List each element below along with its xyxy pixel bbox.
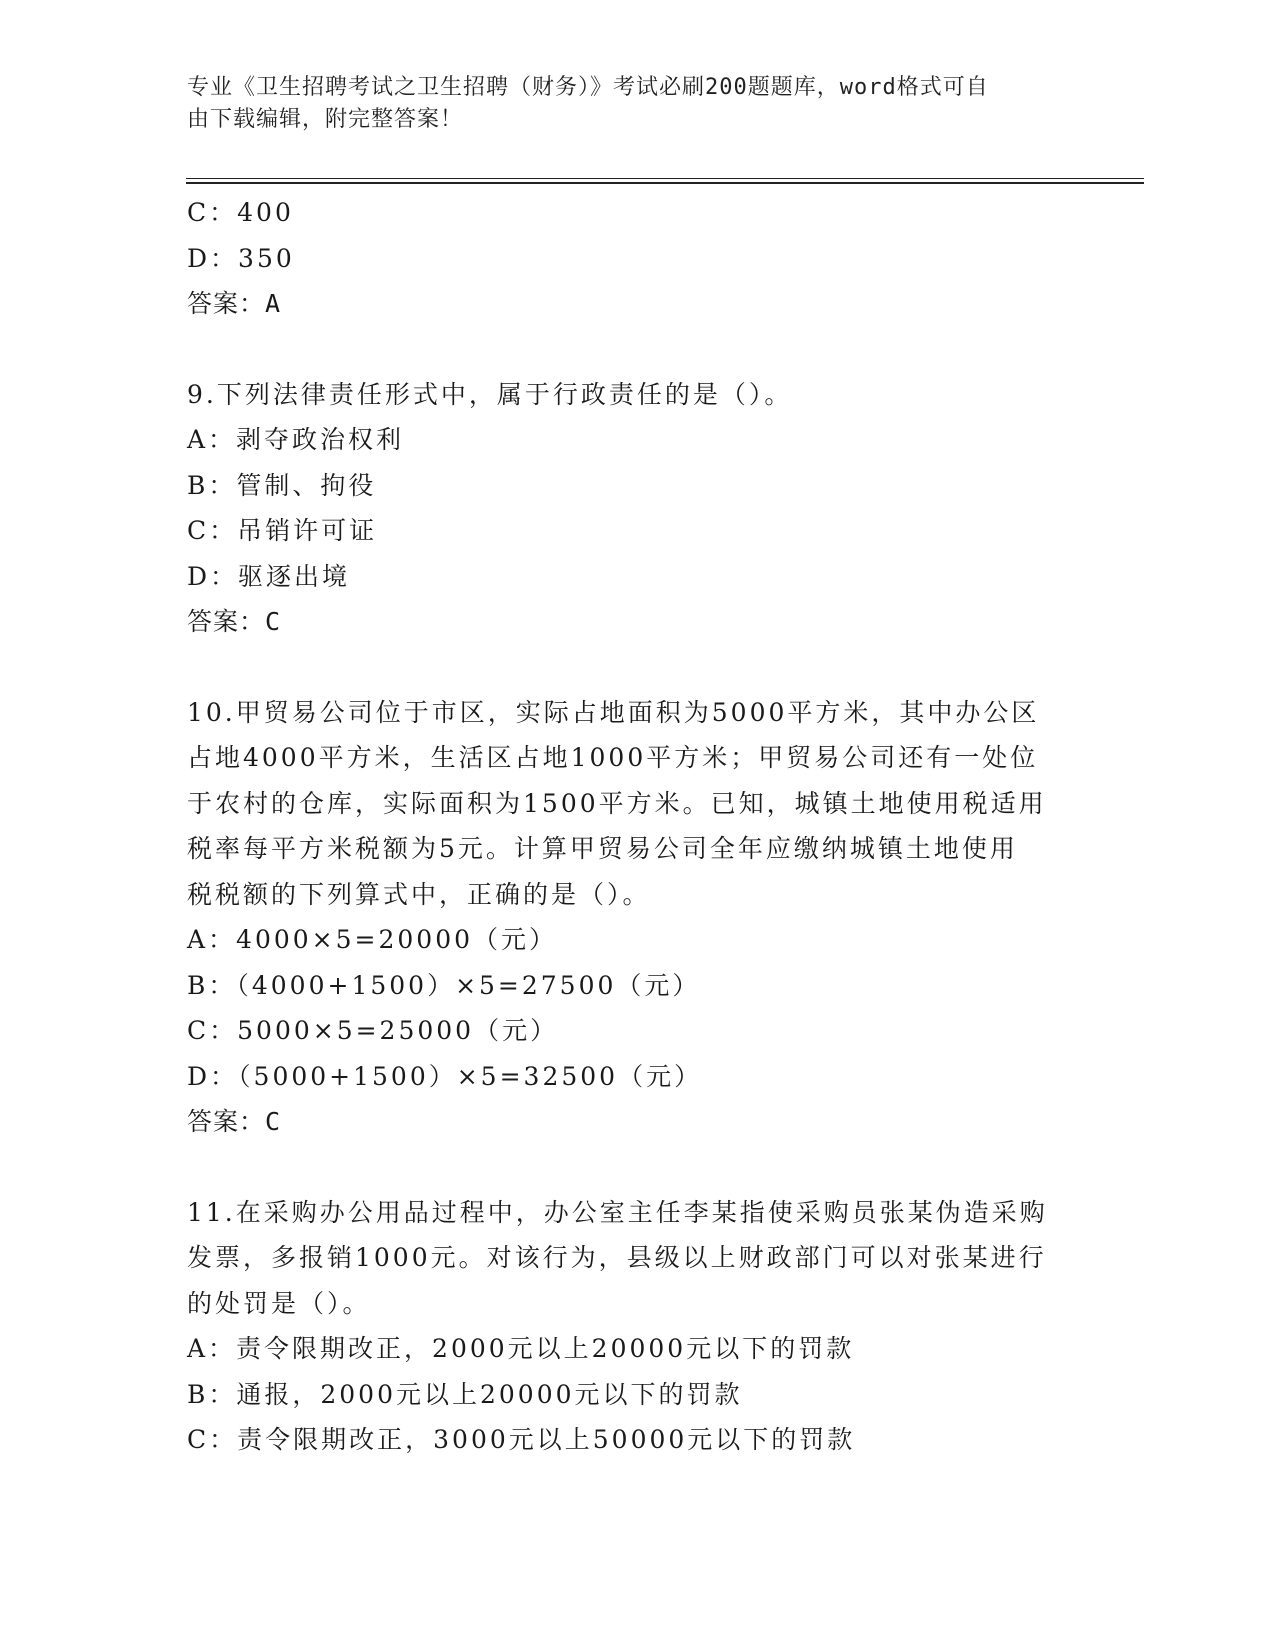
question-9 — [187, 372, 1087, 645]
question-text-line: 税率每平方米税额为5元。计算甲贸易公司全年应缴纳城镇土地使用 — [187, 834, 1018, 863]
header-divider-thick — [186, 182, 1144, 184]
answer-line: 答案：A — [187, 289, 282, 318]
document-header — [187, 72, 1067, 136]
question-text-line: 11.在采购办公用品过程中，办公室主任李某指使采购员张某伪造采购 — [187, 1197, 1048, 1227]
question-10 — [187, 690, 1087, 1145]
question-text-line: 于农村的仓库，实际面积为1500平方米。已知，城镇土地使用税适用 — [187, 788, 1047, 818]
option-b: B：通报，2000元以上20000元以下的罚款 — [187, 1379, 743, 1409]
option-c: C：400 — [187, 198, 294, 227]
option-c: C：吊销许可证 — [187, 516, 378, 545]
answer-line: 答案：C — [187, 607, 282, 636]
question-text-line: 占地4000平方米，生活区占地1000平方米；甲贸易公司还有一处位 — [187, 743, 1039, 772]
option-d: D：350 — [187, 243, 295, 273]
option-d: D：驱逐出境 — [187, 561, 351, 591]
question-text-line: 发票，多报销1000元。对该行为，县级以上财政部门可以对张某进行 — [187, 1243, 1047, 1272]
question-text-line: 的处罚是（）。 — [187, 1288, 371, 1318]
option-d: D：（5000+1500）×5=32500（元） — [187, 1061, 703, 1091]
question-text-line: 10.甲贸易公司位于市区，实际占地面积为5000平方米，其中办公区 — [187, 697, 1040, 727]
question-text: 9.下列法律责任形式中，属于行政责任的是（）。 — [187, 379, 793, 409]
header-divider-thin — [186, 178, 1144, 179]
option-c: C：5000×5=25000（元） — [187, 1016, 559, 1045]
option-a: A：4000×5=20000（元） — [187, 925, 558, 954]
previous-question-tail — [187, 190, 1087, 327]
question-11 — [187, 1190, 1087, 1463]
option-c: C：责令限期改正，3000元以上50000元以下的罚款 — [187, 1425, 856, 1454]
header-line-1: 专业《卫生招聘考试之卫生招聘（财务）》考试必刷200题题库，word格式可自 — [187, 75, 989, 100]
option-a: A：剥夺政治权利 — [187, 425, 405, 454]
question-list — [187, 190, 1087, 1463]
question-text-line: 税税额的下列算式中，正确的是（）。 — [187, 879, 651, 909]
option-b: B：（4000+1500）×5=27500（元） — [187, 970, 701, 1000]
option-b: B：管制、拘役 — [187, 470, 377, 500]
header-line-2: 由下载编辑，附完整答案！ — [187, 107, 464, 132]
answer-line: 答案：C — [187, 1107, 282, 1136]
option-a: A：责令限期改正，2000元以上20000元以下的罚款 — [187, 1334, 855, 1363]
